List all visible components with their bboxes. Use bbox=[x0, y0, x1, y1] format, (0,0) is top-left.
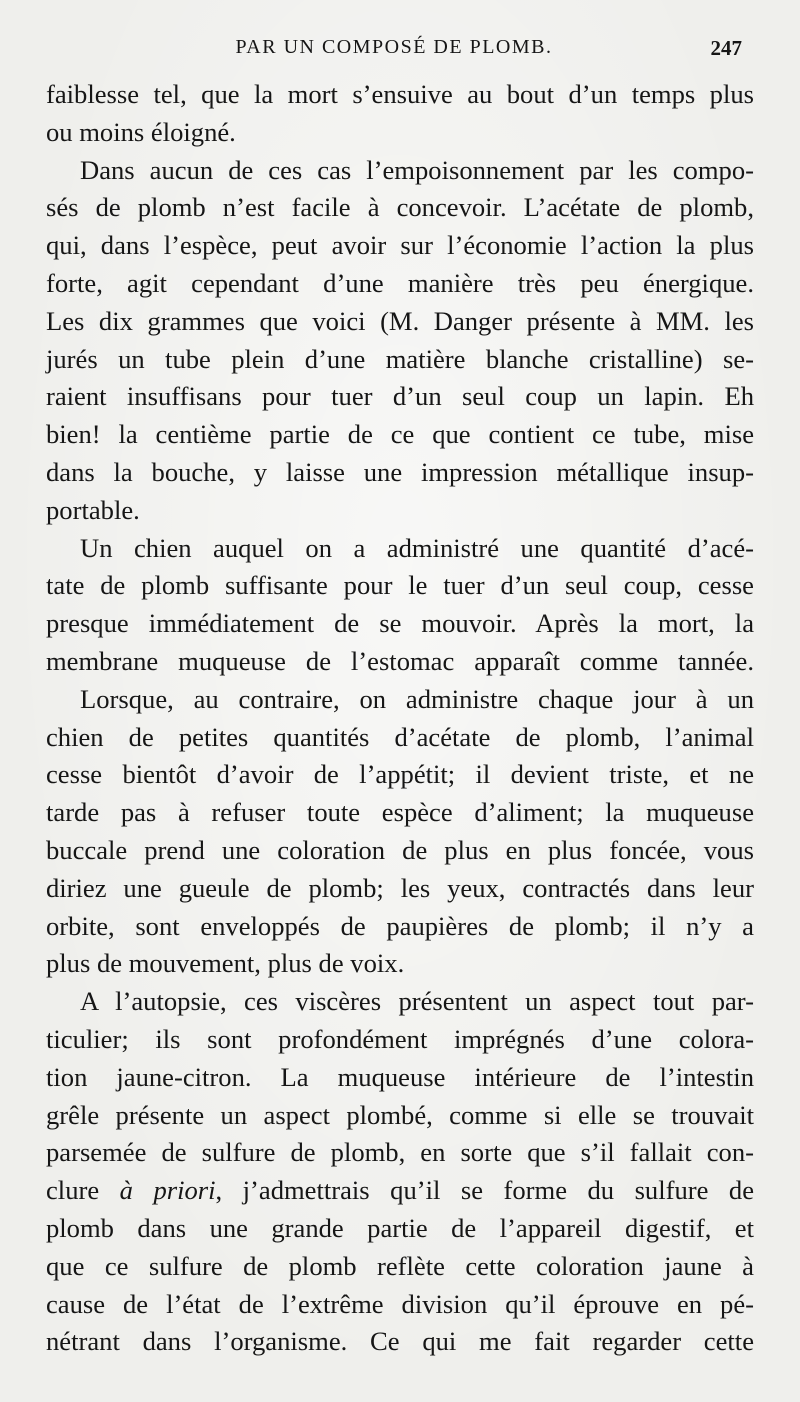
text-line: tion jaune-citron. La muqueuse intérieure de l’intestin bbox=[46, 1061, 754, 1092]
text-line: chien de petites quantités d’acétate de plomb, l’animal bbox=[46, 721, 754, 752]
text-line: ou moins éloigné. bbox=[46, 116, 236, 147]
text-line: presque immédiatement de se mouvoir. Après la mort, la bbox=[46, 608, 754, 639]
italic-phrase: à priori bbox=[119, 1175, 216, 1206]
text-line: plus de mouvement, plus de voix. bbox=[46, 948, 405, 979]
body-text bbox=[46, 76, 754, 1361]
text-line: diriez une gueule de plomb; les yeux, contractés dans leur bbox=[46, 872, 754, 903]
text-line-with-italic bbox=[46, 1172, 754, 1210]
text-line: nétrant dans l’organisme. Ce qui me fait regarder cette bbox=[46, 1326, 754, 1357]
text-line: grêle présente un aspect plombé, comme si elle se trouvait bbox=[46, 1099, 754, 1130]
text-line: bien! la centième partie de ce que contient ce tube, mise bbox=[46, 419, 754, 450]
text-line: buccale prend une coloration de plus en plus foncée, vous bbox=[46, 834, 754, 865]
page-header bbox=[46, 36, 742, 70]
text-line: qui, dans l’espèce, peut avoir sur l’économie l’action la plus bbox=[46, 230, 754, 261]
running-title: PAR UN COMPOSÉ DE PLOMB. bbox=[235, 36, 553, 58]
text-line: raient insuffisans pour tuer d’un seul coup un lapin. Eh bbox=[46, 381, 754, 412]
text-line: orbite, sont enveloppés de paupières de plomb; il n’y a bbox=[46, 910, 754, 941]
text-line: sés de plomb n’est facile à concevoir. L’acétate de plomb, bbox=[46, 192, 754, 223]
page-number: 247 bbox=[710, 36, 742, 60]
text-line: A l’autopsie, ces viscères présentent un aspect tout par- bbox=[80, 986, 754, 1017]
text-segment: clure bbox=[46, 1175, 100, 1206]
text-line: cesse bientôt d’avoir de l’appétit; il devient triste, et ne bbox=[46, 759, 754, 790]
text-line: faiblesse tel, que la mort s’ensuive au bout d’un temps plus bbox=[46, 79, 754, 109]
text-line: cause de l’état de l’extrême division qu’il éprouve en pé- bbox=[46, 1288, 754, 1319]
text-line: parsemée de sulfure de plomb, en sorte que s’il fallait con- bbox=[46, 1137, 754, 1168]
text-line: portable. bbox=[46, 494, 140, 525]
text-line: Lorsque, au contraire, on administre chaque jour à un bbox=[80, 683, 754, 714]
text-line: membrane muqueuse de l’estomac apparaît comme tannée. bbox=[46, 645, 754, 676]
text-line: tarde pas à refuser toute espèce d’aliment; la muqueuse bbox=[46, 797, 754, 828]
text-line: ticulier; ils sont profondément imprégnés d’une colora- bbox=[46, 1023, 754, 1054]
text-line: Un chien auquel on a administré une quantité d’acé- bbox=[80, 532, 754, 563]
text-line: que ce sulfure de plomb reflète cette coloration jaune à bbox=[46, 1250, 754, 1281]
text-line: forte, agit cependant d’une manière très peu énergique. bbox=[46, 267, 754, 298]
text-segment: , j’admettrais qu’il se forme du sulfure de bbox=[215, 1175, 755, 1206]
text-line: plomb dans une grande partie de l’appareil digestif, et bbox=[46, 1212, 754, 1243]
text-line: Dans aucun de ces cas l’empoisonnement par les compo- bbox=[80, 154, 754, 185]
text-line: dans la bouche, y laisse une impression métallique insup- bbox=[46, 456, 754, 487]
text-line: tate de plomb suffisante pour le tuer d’un seul coup, cesse bbox=[46, 570, 754, 601]
text-line: jurés un tube plein d’une matière blanche cristalline) se- bbox=[46, 343, 754, 374]
text-line: Les dix grammes que voici (M. Danger présente à MM. les bbox=[46, 305, 754, 336]
